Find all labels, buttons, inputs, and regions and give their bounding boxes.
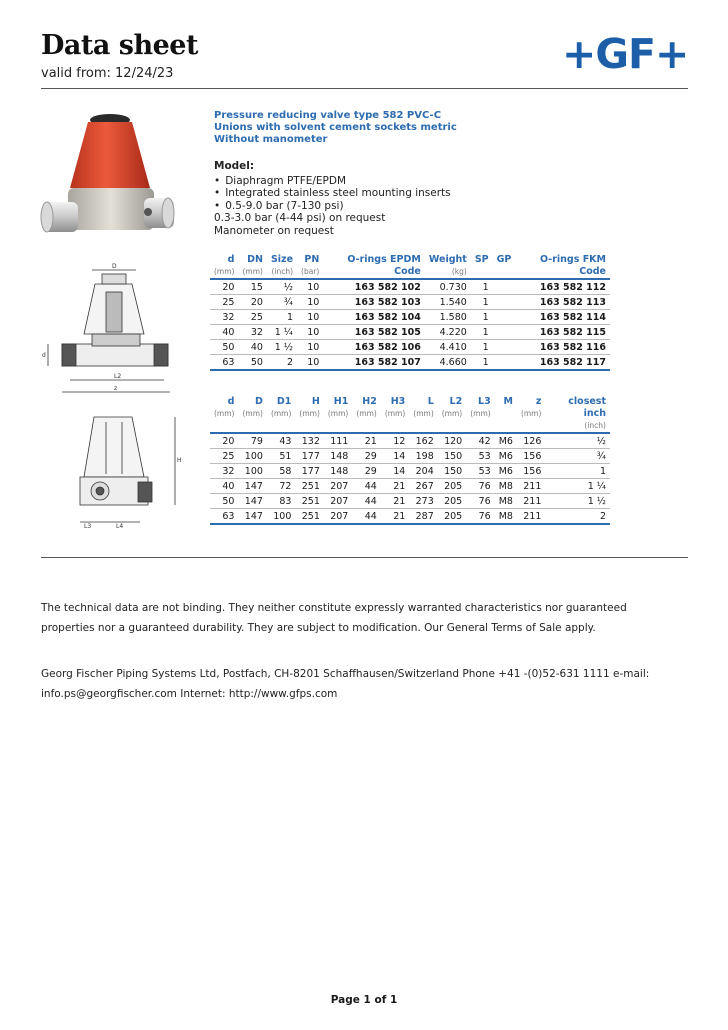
table-cell: 162 <box>409 433 437 449</box>
table-cell: 4.220 <box>425 325 471 340</box>
table-cell: M6 <box>495 464 517 479</box>
drawing-dim-label: H <box>177 457 182 464</box>
table-cell: 63 <box>210 509 238 525</box>
table-cell: 267 <box>409 479 437 494</box>
column-header-label: closest inch <box>568 396 606 419</box>
table-cell: 53 <box>466 449 494 464</box>
column-header <box>545 396 610 433</box>
drawing-dim-label: L2 <box>114 373 122 380</box>
table-cell: 207 <box>324 509 352 525</box>
drawing-dim-label: z <box>114 385 118 392</box>
table-cell: 76 <box>466 479 494 494</box>
table-cell: 163 582 116 <box>515 340 610 355</box>
column-header <box>210 254 238 279</box>
table-cell: 211 <box>517 509 545 525</box>
table-row <box>210 433 610 449</box>
table-cell: 1 ¼ <box>267 325 297 340</box>
table-cell: 10 <box>297 310 323 325</box>
column-header <box>295 396 323 433</box>
column-header-label: L3 <box>478 396 491 407</box>
column-unit: (mm) <box>327 409 349 418</box>
model-bullet: • Diaphragm PTFE/EPDM <box>214 175 451 188</box>
table-cell: 44 <box>352 509 380 525</box>
table-cell: 32 <box>210 310 238 325</box>
table-row <box>210 464 610 479</box>
table-cell: 1 <box>267 310 297 325</box>
table-cell: 251 <box>295 509 323 525</box>
table-cell: 50 <box>238 355 266 371</box>
page-title: Data sheet <box>41 30 198 61</box>
table-cell: 1.540 <box>425 295 471 310</box>
table-cell: 1 <box>471 295 493 310</box>
table-cell: 204 <box>409 464 437 479</box>
table-cell: 29 <box>352 464 380 479</box>
table-cell: ½ <box>545 433 610 449</box>
column-unit: (inch) <box>271 267 294 276</box>
model-bullet: • Integrated stainless steel mounting inserts <box>214 187 451 200</box>
column-unit: (mm) <box>214 409 235 418</box>
table-row <box>210 325 610 340</box>
table-cell: 21 <box>381 494 409 509</box>
column-header-label: SP <box>474 254 489 265</box>
table-cell: 53 <box>466 464 494 479</box>
table-cell: 100 <box>238 449 266 464</box>
table-cell: 50 <box>210 494 238 509</box>
table-cell: 147 <box>238 509 266 525</box>
table-cell: 44 <box>352 494 380 509</box>
column-header-label: D1 <box>276 396 292 407</box>
column-header-label: DN <box>247 254 263 265</box>
model-section <box>214 160 451 237</box>
disclaimer-text: The technical data are not binding. They neither constitute expressly warranted characteristics nor guaranteed properties nor a guaranteed durability. They are subject to modification. Our General Terms of Sale apply. <box>41 602 627 634</box>
column-header <box>495 396 517 433</box>
technical-drawing <box>40 262 200 537</box>
column-header-label: D <box>255 396 263 407</box>
table-cell: M6 <box>495 449 517 464</box>
column-header <box>425 254 471 279</box>
product-title-line: Unions with solvent cement sockets metric <box>214 122 457 133</box>
table-cell: 150 <box>438 464 466 479</box>
column-header-label: GP <box>496 254 512 265</box>
table-cell: 32 <box>238 325 266 340</box>
table-cell: 21 <box>352 433 380 449</box>
column-header <box>267 396 295 433</box>
table-cell: 25 <box>238 310 266 325</box>
table-row <box>210 355 610 371</box>
table-cell: 1.580 <box>425 310 471 325</box>
column-header <box>324 396 352 433</box>
table-cell: 20 <box>210 279 238 295</box>
table-cell: 83 <box>267 494 295 509</box>
table-cell: 76 <box>466 494 494 509</box>
column-header-label: L2 <box>449 396 463 407</box>
table-cell: 10 <box>297 355 323 371</box>
table-cell: 163 582 106 <box>323 340 425 355</box>
drawing-dim-label: L4 <box>116 523 124 530</box>
column-header <box>466 396 494 433</box>
column-unit: (mm) <box>413 409 434 418</box>
column-unit: (mm) <box>384 409 406 418</box>
column-unit: (mm) <box>470 409 491 418</box>
table-cell <box>493 325 516 340</box>
table-cell: 0.730 <box>425 279 471 295</box>
model-note: 0.3-3.0 bar (4-44 psi) on request <box>214 212 386 224</box>
table-cell: 25 <box>210 449 238 464</box>
table-cell: 150 <box>438 449 466 464</box>
table-cell: 1 ½ <box>545 494 610 509</box>
table-cell: 148 <box>324 449 352 464</box>
table-row <box>210 340 610 355</box>
table-cell: ¾ <box>267 295 297 310</box>
table-cell: 273 <box>409 494 437 509</box>
gf-logo: +GF+ <box>562 30 689 78</box>
table-row <box>210 509 610 525</box>
footer-divider <box>41 557 688 558</box>
table-row <box>210 449 610 464</box>
column-header-label: H3 <box>390 396 406 407</box>
table-cell: 15 <box>238 279 266 295</box>
valve-photo <box>38 110 178 250</box>
column-header <box>471 254 493 279</box>
table-row <box>210 494 610 509</box>
table-cell: 50 <box>210 340 238 355</box>
table-cell: 163 582 105 <box>323 325 425 340</box>
table-cell <box>493 355 516 371</box>
column-unit: (mm) <box>214 267 235 276</box>
table-cell: 21 <box>381 479 409 494</box>
column-unit: (mm) <box>356 409 377 418</box>
column-unit: (bar) <box>301 267 320 276</box>
table-cell: 1 <box>471 340 493 355</box>
table-cell: 29 <box>352 449 380 464</box>
column-header-label: d <box>227 396 235 407</box>
column-header <box>409 396 437 433</box>
table-cell: 4.660 <box>425 355 471 371</box>
column-header-label: Weight <box>428 254 467 265</box>
table-cell: 1 <box>471 310 493 325</box>
model-note: Manometer on request <box>214 224 334 237</box>
table-cell: 120 <box>438 433 466 449</box>
table-cell: M8 <box>495 509 517 525</box>
table-cell: 42 <box>466 433 494 449</box>
product-title <box>214 110 457 146</box>
table-cell: 25 <box>210 295 238 310</box>
column-header-label: O-rings EPDM Code <box>347 254 421 277</box>
table-cell: 40 <box>210 479 238 494</box>
table-cell: 156 <box>517 464 545 479</box>
model-bullets <box>214 175 451 213</box>
table-cell: 100 <box>238 464 266 479</box>
table-cell: 205 <box>438 509 466 525</box>
table-cell: 163 582 112 <box>515 279 610 295</box>
column-header-label: H1 <box>333 396 349 407</box>
table-cell <box>493 310 516 325</box>
table-cell: 1 <box>471 355 493 371</box>
column-header-label: Size <box>270 254 294 265</box>
table-cell: 32 <box>210 464 238 479</box>
table-cell: 21 <box>381 509 409 525</box>
column-header <box>297 254 323 279</box>
table-cell: 100 <box>267 509 295 525</box>
table-cell: 44 <box>352 479 380 494</box>
table-cell <box>493 340 516 355</box>
table-cell: 10 <box>297 340 323 355</box>
order-table <box>210 254 610 371</box>
dimension-table <box>210 396 610 525</box>
table-cell: 1 <box>545 464 610 479</box>
table-cell: 163 582 107 <box>323 355 425 371</box>
table-cell: 147 <box>238 479 266 494</box>
product-title-line: Without manometer <box>214 134 328 145</box>
table-cell: M6 <box>495 433 517 449</box>
column-unit: (inch) <box>584 421 606 430</box>
table-cell: 163 582 103 <box>323 295 425 310</box>
table-cell <box>493 279 516 295</box>
column-unit: (mm) <box>299 409 320 418</box>
table-cell: 205 <box>438 494 466 509</box>
model-heading: Model: <box>214 160 255 172</box>
table-cell: 76 <box>466 509 494 525</box>
column-header <box>493 254 516 279</box>
table-cell: 198 <box>409 449 437 464</box>
table-cell: 51 <box>267 449 295 464</box>
table-cell: 126 <box>517 433 545 449</box>
table-cell: 207 <box>324 479 352 494</box>
column-header-label: PN <box>304 254 320 265</box>
column-unit: (mm) <box>242 409 263 418</box>
table-cell: 287 <box>409 509 437 525</box>
table-cell: 1 <box>471 325 493 340</box>
column-header <box>267 254 297 279</box>
column-header-label: M <box>503 396 513 407</box>
column-header <box>238 254 266 279</box>
column-unit: (mm) <box>441 409 463 418</box>
column-unit: (mm) <box>520 409 542 418</box>
column-header <box>238 396 266 433</box>
table-cell: 163 582 104 <box>323 310 425 325</box>
table-cell: 14 <box>381 464 409 479</box>
column-header-label: O-rings FKM Code <box>540 254 606 277</box>
column-header <box>323 254 425 279</box>
table-cell: 2 <box>545 509 610 525</box>
column-header <box>210 396 238 433</box>
table-cell: 63 <box>210 355 238 371</box>
table-cell: M8 <box>495 494 517 509</box>
table-cell: 211 <box>517 479 545 494</box>
table-cell: 12 <box>381 433 409 449</box>
drawing-dim-label: D <box>112 263 117 270</box>
table-cell: 163 582 113 <box>515 295 610 310</box>
table-cell: 43 <box>267 433 295 449</box>
table-cell: 132 <box>295 433 323 449</box>
table-cell: 79 <box>238 433 266 449</box>
table-cell: 10 <box>297 279 323 295</box>
table-row <box>210 479 610 494</box>
table-cell: 147 <box>238 494 266 509</box>
table-cell: 10 <box>297 325 323 340</box>
column-header <box>381 396 409 433</box>
header-divider <box>41 88 688 89</box>
table-cell: 40 <box>238 340 266 355</box>
column-header <box>438 396 466 433</box>
column-header-label: H <box>311 396 320 407</box>
table-cell: ¾ <box>545 449 610 464</box>
table-cell: 4.410 <box>425 340 471 355</box>
product-title-line: Pressure reducing valve type 582 PVC-C <box>214 110 442 121</box>
table-cell: 163 582 115 <box>515 325 610 340</box>
drawing-dim-label: L3 <box>84 523 92 530</box>
table-cell: 251 <box>295 479 323 494</box>
table-cell: 10 <box>297 295 323 310</box>
table-cell: 111 <box>324 433 352 449</box>
column-unit: (mm) <box>270 409 292 418</box>
table-cell: 20 <box>210 433 238 449</box>
table-cell: 163 582 114 <box>515 310 610 325</box>
table-cell: 58 <box>267 464 295 479</box>
column-header <box>352 396 380 433</box>
column-header-label: z <box>535 396 542 407</box>
drawing-dim-label: d <box>42 352 46 359</box>
table-cell <box>493 295 516 310</box>
valid-from-date: valid from: 12/24/23 <box>41 66 174 81</box>
table-cell: 14 <box>381 449 409 464</box>
table-cell: ½ <box>267 279 297 295</box>
table-cell: 177 <box>295 464 323 479</box>
model-bullet: • 0.5-9.0 bar (7-130 psi) <box>214 200 451 213</box>
table-cell: 1 ¼ <box>545 479 610 494</box>
table-cell: 148 <box>324 464 352 479</box>
table-cell: 251 <box>295 494 323 509</box>
table-cell: 163 582 117 <box>515 355 610 371</box>
column-header-label: L <box>427 396 434 407</box>
company-contact: Georg Fischer Piping Systems Ltd, Postfach, CH-8201 Schaffhausen/Switzerland Phone +41 -(0)52-631 1111 e-mail: info.ps@georgfischer.com Internet: http://www.gfps.com <box>41 668 650 700</box>
table-row <box>210 295 610 310</box>
table-cell: 1 ½ <box>267 340 297 355</box>
table-cell: 40 <box>210 325 238 340</box>
table-cell: M8 <box>495 479 517 494</box>
column-header <box>515 254 610 279</box>
column-header-label: H2 <box>362 396 377 407</box>
column-unit: (mm) <box>242 267 263 276</box>
table-cell: 156 <box>517 449 545 464</box>
column-unit: (kg) <box>451 267 467 276</box>
table-cell: 2 <box>267 355 297 371</box>
table-cell: 163 582 102 <box>323 279 425 295</box>
table-cell: 72 <box>267 479 295 494</box>
page-number: Page 1 of 1 <box>330 994 398 1006</box>
table-cell: 205 <box>438 479 466 494</box>
table-cell: 207 <box>324 494 352 509</box>
table-row <box>210 279 610 295</box>
table-row <box>210 310 610 325</box>
table-cell: 211 <box>517 494 545 509</box>
table-cell: 20 <box>238 295 266 310</box>
table-cell: 1 <box>471 279 493 295</box>
column-header <box>517 396 545 433</box>
column-header-label: d <box>227 254 235 265</box>
table-cell: 177 <box>295 449 323 464</box>
